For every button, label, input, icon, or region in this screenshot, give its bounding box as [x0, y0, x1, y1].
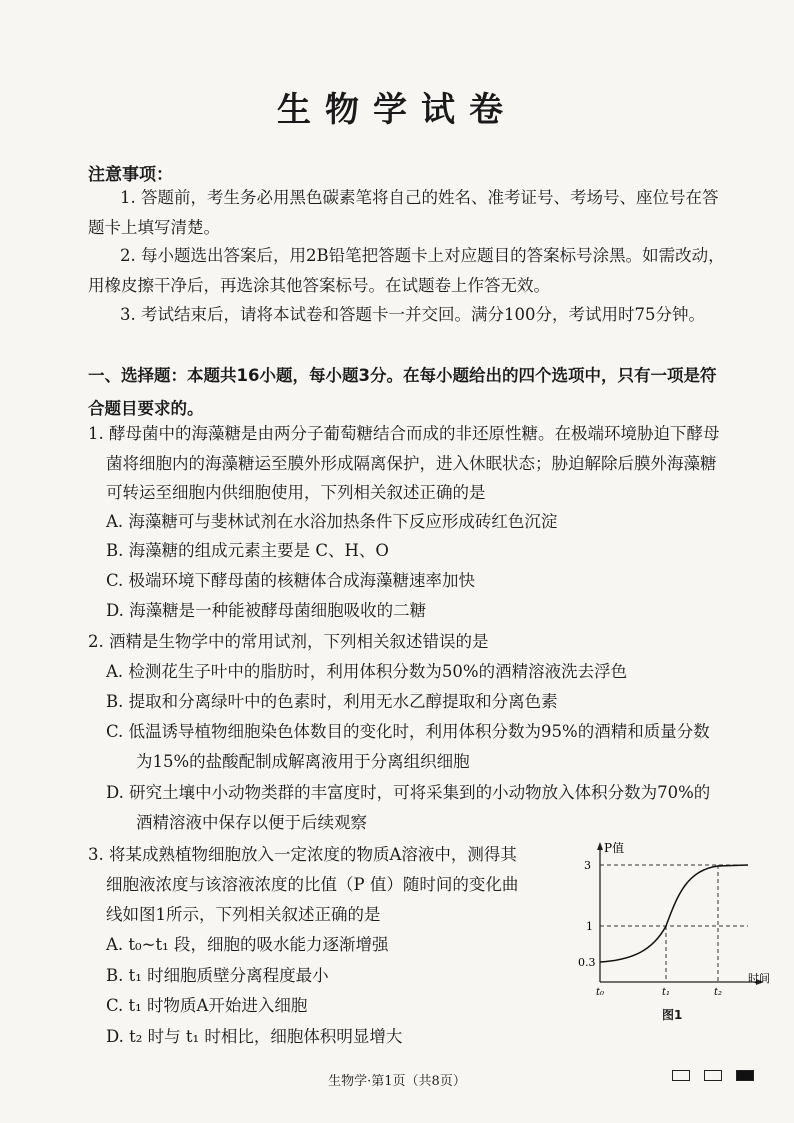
question-2-option-d: D. 研究土壤中小动物类群的丰富度时，可将采集到的小动物放入体积分数为70%的 — [106, 783, 711, 802]
question-1-option-c: C. 极端环境下酵母菌的核糖体合成海藻糖速率加快 — [106, 571, 476, 590]
x-axis-label: 时间 — [748, 972, 770, 985]
question-3-option-a: A. t₀~t₁ 段，细胞的吸水能力逐渐增强 — [106, 935, 389, 954]
question-1-stem: 菌将细胞内的海藻糖运至膜外形成隔离保护，进入休眠状态；胁迫解除后膜外海藻糖 — [106, 454, 717, 473]
y-tick-label: 0.3 — [578, 956, 596, 969]
y-axis-arrow — [597, 842, 603, 850]
question-2-option-c-cont: 为15%的盐酸配制成解离液用于分离组织细胞 — [136, 752, 470, 771]
marker-box-filled — [736, 1070, 754, 1081]
note-line: 2. 每小题选出答案后，用2B铅笔把答题卡上对应题目的答案标号涂黑。如需改动， — [120, 246, 725, 265]
question-1-stem: 1. 酵母菌中的海藻糖是由两分子葡萄糖结合而成的非还原性糖。在极端环境胁迫下酵母 — [88, 424, 720, 443]
section-heading: 一、选择题：本题共16小题，每小题3分。在每小题给出的四个选项中，只有一项是符 — [88, 366, 717, 385]
question-2-option-a: A. 检测花生子叶中的脂肪时，利用体积分数为50%的酒精溶液洗去浮色 — [106, 662, 628, 681]
question-1-option-b: B. 海藻糖的组成元素主要是 C、H、O — [106, 541, 389, 560]
x-tick-label: t₀ — [596, 987, 605, 998]
question-1-stem: 可转运至细胞内供细胞使用，下列相关叙述正确的是 — [106, 483, 486, 502]
question-1-option-a: A. 海藻糖可与斐林试剂在水浴加热条件下反应形成砖红色沉淀 — [106, 512, 558, 531]
x-tick-label: t₂ — [714, 987, 723, 998]
marker-box — [672, 1070, 690, 1081]
x-tick-label: t₁ — [662, 987, 671, 998]
question-3-option-c: C. t₁ 时物质A开始进入细胞 — [106, 996, 308, 1015]
question-3-option-b: B. t₁ 时细胞质壁分离程度最小 — [106, 966, 329, 985]
note-line: 1. 答题前，考生务必用黑色碳素笔将自己的姓名、准考证号、考场号、座位号在答 — [120, 188, 719, 207]
question-2-option-d-cont: 酒精溶液中保存以便于后续观察 — [136, 813, 367, 832]
section-heading-cont: 合题目要求的。 — [88, 399, 204, 418]
p-value-curve — [600, 865, 748, 962]
question-3-stem: 细胞液浓度与该溶液浓度的比值（P 值）随时间的变化曲 — [106, 875, 519, 894]
note-line: 3. 考试结束后，请将本试卷和答题卡一并交回。满分100分，考试用时75分钟。 — [120, 305, 705, 324]
figure-1-graph — [578, 838, 778, 998]
question-3-stem: 线如图1所示，下列相关叙述正确的是 — [106, 905, 381, 924]
question-2-stem: 2. 酒精是生物学中的常用试剂，下列相关叙述错误的是 — [88, 632, 489, 651]
question-3-stem: 3. 将某成熟植物细胞放入一定浓度的物质A溶液中，测得其 — [88, 845, 517, 864]
note-line: 题卡上填写清楚。 — [88, 218, 220, 237]
page-title: 生物学试卷 — [277, 90, 517, 130]
y-tick-label: 1 — [586, 920, 593, 933]
figure-caption: 图1 — [662, 1008, 683, 1022]
question-2-option-c: C. 低温诱导植物细胞染色体数目的变化时，利用体积分数为95%的酒精和质量分数 — [106, 722, 710, 741]
y-axis-label: P值 — [604, 841, 625, 855]
answer-marker-boxes — [672, 1070, 754, 1081]
question-1-option-d: D. 海藻糖是一种能被酵母菌细胞吸收的二糖 — [106, 601, 427, 620]
y-tick-label: 3 — [584, 859, 591, 872]
page-footer: 生物学·第1页（共8页） — [328, 1074, 466, 1089]
question-3-option-d: D. t₂ 时与 t₁ 时相比，细胞体积明显增大 — [106, 1027, 403, 1046]
question-2-option-b: B. 提取和分离绿叶中的色素时，利用无水乙醇提取和分离色素 — [106, 692, 558, 711]
note-line: 用橡皮擦干净后，再选涂其他答案标号。在试题卷上作答无效。 — [88, 276, 550, 295]
marker-box — [704, 1070, 722, 1081]
notes-heading: 注意事项： — [88, 165, 173, 185]
